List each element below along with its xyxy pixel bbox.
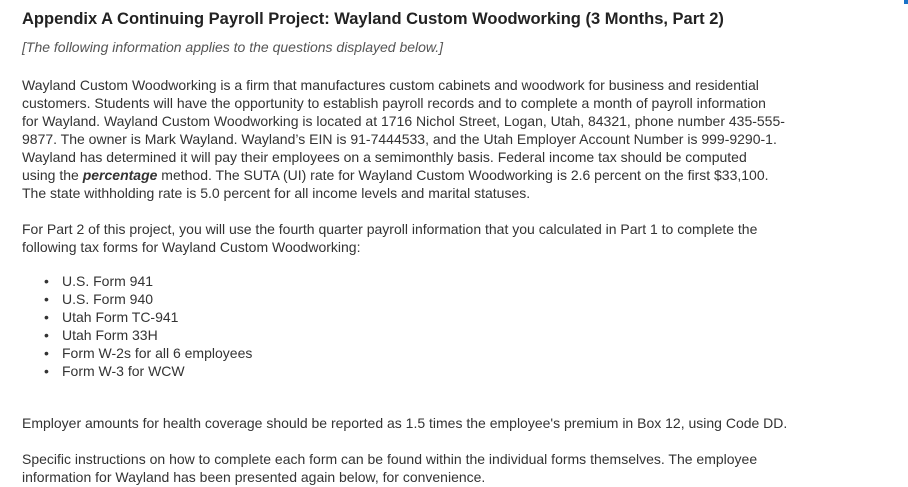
list-item (22, 326, 252, 344)
tax-forms-list (22, 272, 252, 380)
list-item-label: U.S. Form 941 (62, 273, 154, 289)
part2-paragraph (22, 220, 892, 256)
intro-line: for Wayland. Wayland Custom Woodworking is located at 1716 Nichol Street, Logan, Utah, 84321, phone number 435-555- (22, 113, 785, 129)
intro-line (22, 166, 892, 184)
list-item (22, 362, 252, 380)
intro-line: Wayland has determined it will pay their employees on a semimonthly basis. Federal income tax should be computed (22, 149, 747, 165)
bullet-icon: • (44, 363, 49, 379)
bullet-icon: • (44, 309, 49, 325)
intro-text: using the (22, 167, 83, 183)
part2-line: following tax forms for Wayland Custom Woodworking: (22, 239, 361, 255)
intro-line: customers. Students will have the opportunity to establish payroll records and to complete a month of payroll information (22, 95, 766, 111)
scroll-indicator (904, 0, 908, 4)
bullet-icon: • (44, 345, 49, 361)
list-item (22, 344, 252, 362)
instructions-line: information for Wayland has been presented again below, for convenience. (22, 469, 486, 485)
intro-line: 9877. The owner is Mark Wayland. Wayland’s EIN is 91-7444533, and the Utah Employer Account Number is 999-9290-1. (22, 131, 777, 147)
percentage-emphasis: percentage (82, 167, 158, 183)
list-item (22, 272, 252, 290)
bullet-icon: • (44, 291, 49, 307)
instructions-line: Specific instructions on how to complete each form can be found within the individual forms themselves. The employee (22, 451, 758, 467)
list-item-label: Form W-3 for WCW (62, 363, 185, 379)
list-item-label: Utah Form TC-941 (62, 309, 179, 325)
part2-line: For Part 2 of this project, you will use the fourth quarter payroll information that you calculated in Part 1 to complete the (22, 221, 758, 237)
intro-line: Wayland Custom Woodworking is a firm that manufactures custom cabinets and woodwork for business and residential (22, 77, 759, 93)
health-line: Employer amounts for health coverage should be reported as 1.5 times the employee's premium in Box 12, using Code DD. (22, 415, 788, 431)
bullet-icon: • (44, 273, 49, 289)
bullet-icon: • (44, 327, 49, 343)
page-title: Appendix A Continuing Payroll Project: Wayland Custom Woodworking (3 Months, Part 2) (22, 10, 724, 28)
question-subtitle: [The following information applies to the questions displayed below.] (22, 39, 444, 55)
list-item-label: U.S. Form 940 (62, 291, 154, 307)
instructions-paragraph (22, 450, 892, 486)
intro-line: The state withholding rate is 5.0 percent for all income levels and marital statuses. (22, 185, 531, 201)
list-item (22, 308, 252, 326)
list-item (22, 290, 252, 308)
health-coverage-paragraph (22, 414, 892, 432)
list-item-label: Utah Form 33H (62, 327, 158, 343)
intro-paragraph (22, 76, 892, 202)
intro-text: method. The SUTA (UI) rate for Wayland Custom Woodworking is 2.6 percent on the first $33,100. (157, 167, 769, 183)
list-item-label: Form W-2s for all 6 employees (62, 345, 253, 361)
